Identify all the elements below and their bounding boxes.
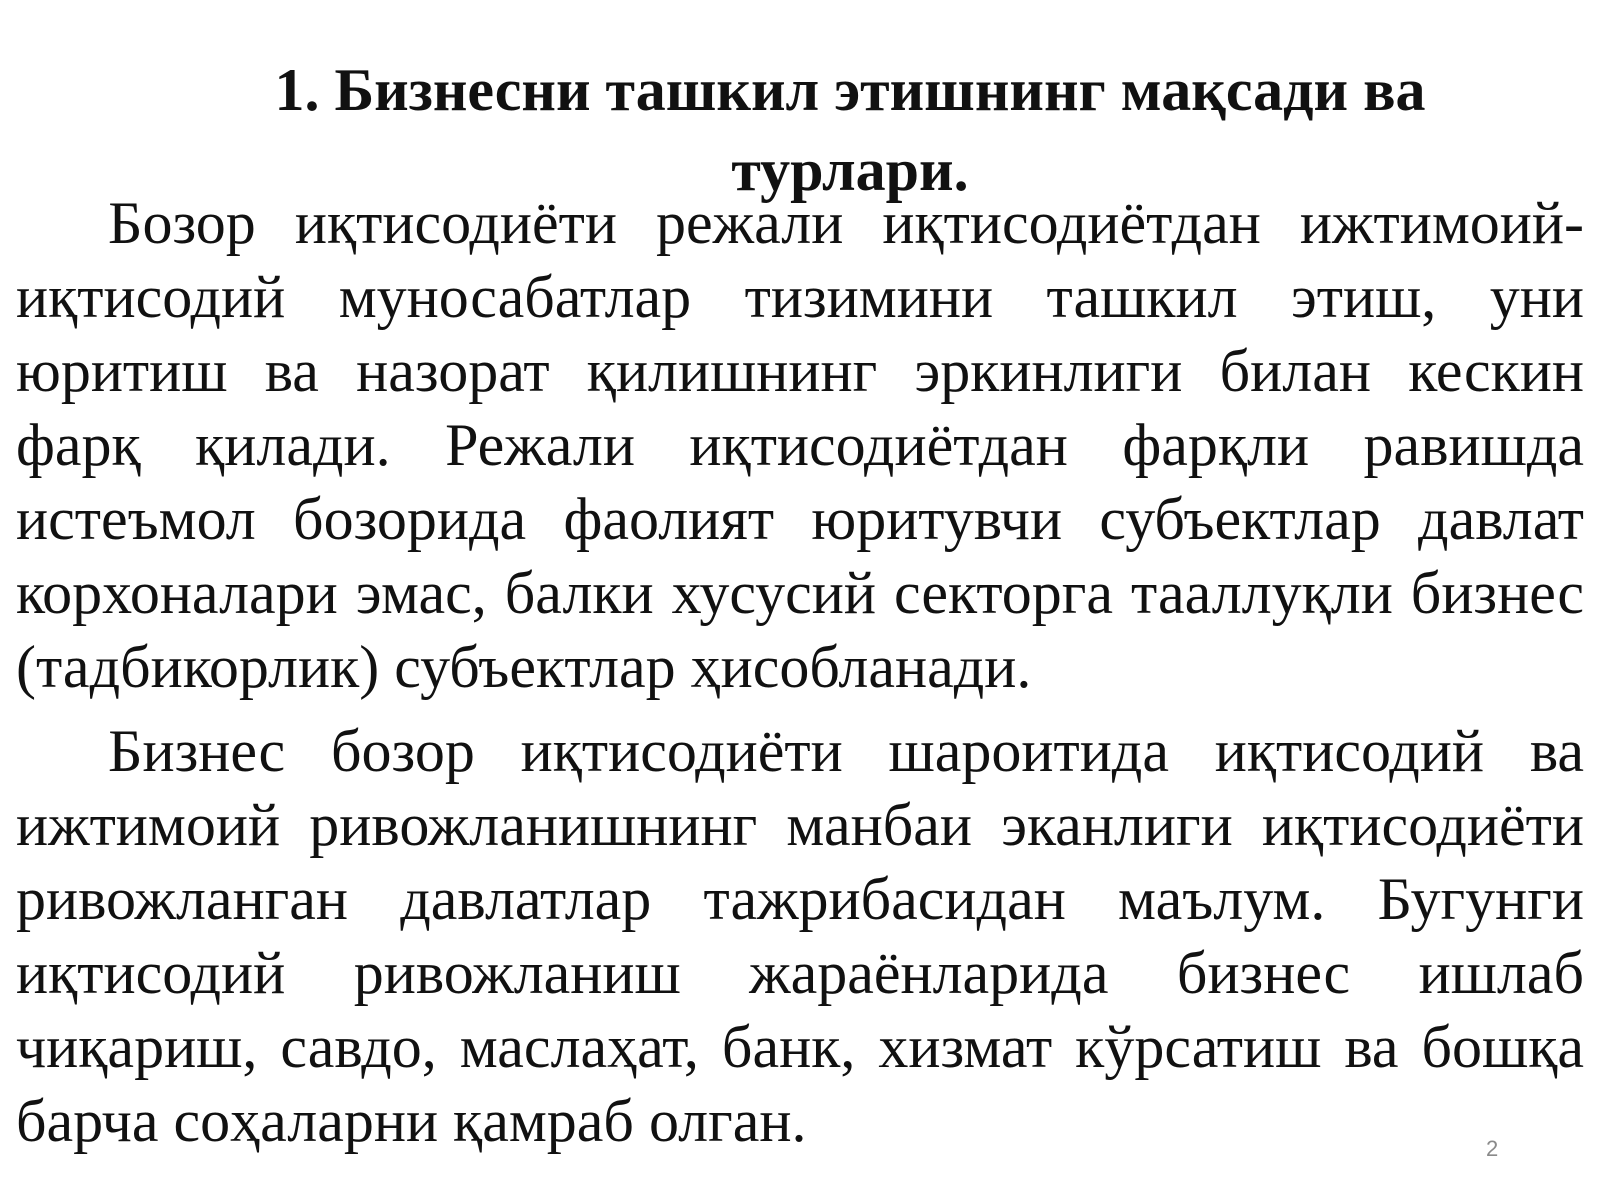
slide-title-line-1: 1. Бизнесни ташкил этишнинг мақсади ва bbox=[274, 57, 1426, 123]
slide-title-line-2: турлари. bbox=[731, 137, 969, 203]
body-paragraph-2: Бизнес бозор иқтисодиёти шароитида иқтисодий ва ижтимоий ривожланишнинг манбаи эканлиги иқтисодиёти ривожланган давлатлар тажрибасидан маълум. Бугунги иқтисодий ривожланиш жараёнларида бизнес ишлаб чиқариш, савдо, маслаҳат, банк, хизмат кўрсатиш ва бошқа барча соҳаларни қамраб олган. bbox=[16, 718, 1584, 1154]
page-number: 2 bbox=[1486, 1136, 1499, 1161]
slide-body bbox=[16, 186, 1584, 1158]
body-paragraph-1: Бозор иқтисодиёти режали иқтисодиётдан ижтимоий-иқтисодий муносабатлар тизимини ташкил этиш, уни юритиш ва назорат қилишнинг эркинлиги билан кескин фарқ қилади. Режали иқтисодиётдан фарқли равишда истеъмол бозорида фаолият юритувчи субъектлар давлат корхоналари эмас, балки хусусий секторга тааллуқли бизнес (тадбикорлик) субъектлар ҳисобланади. bbox=[16, 190, 1584, 700]
